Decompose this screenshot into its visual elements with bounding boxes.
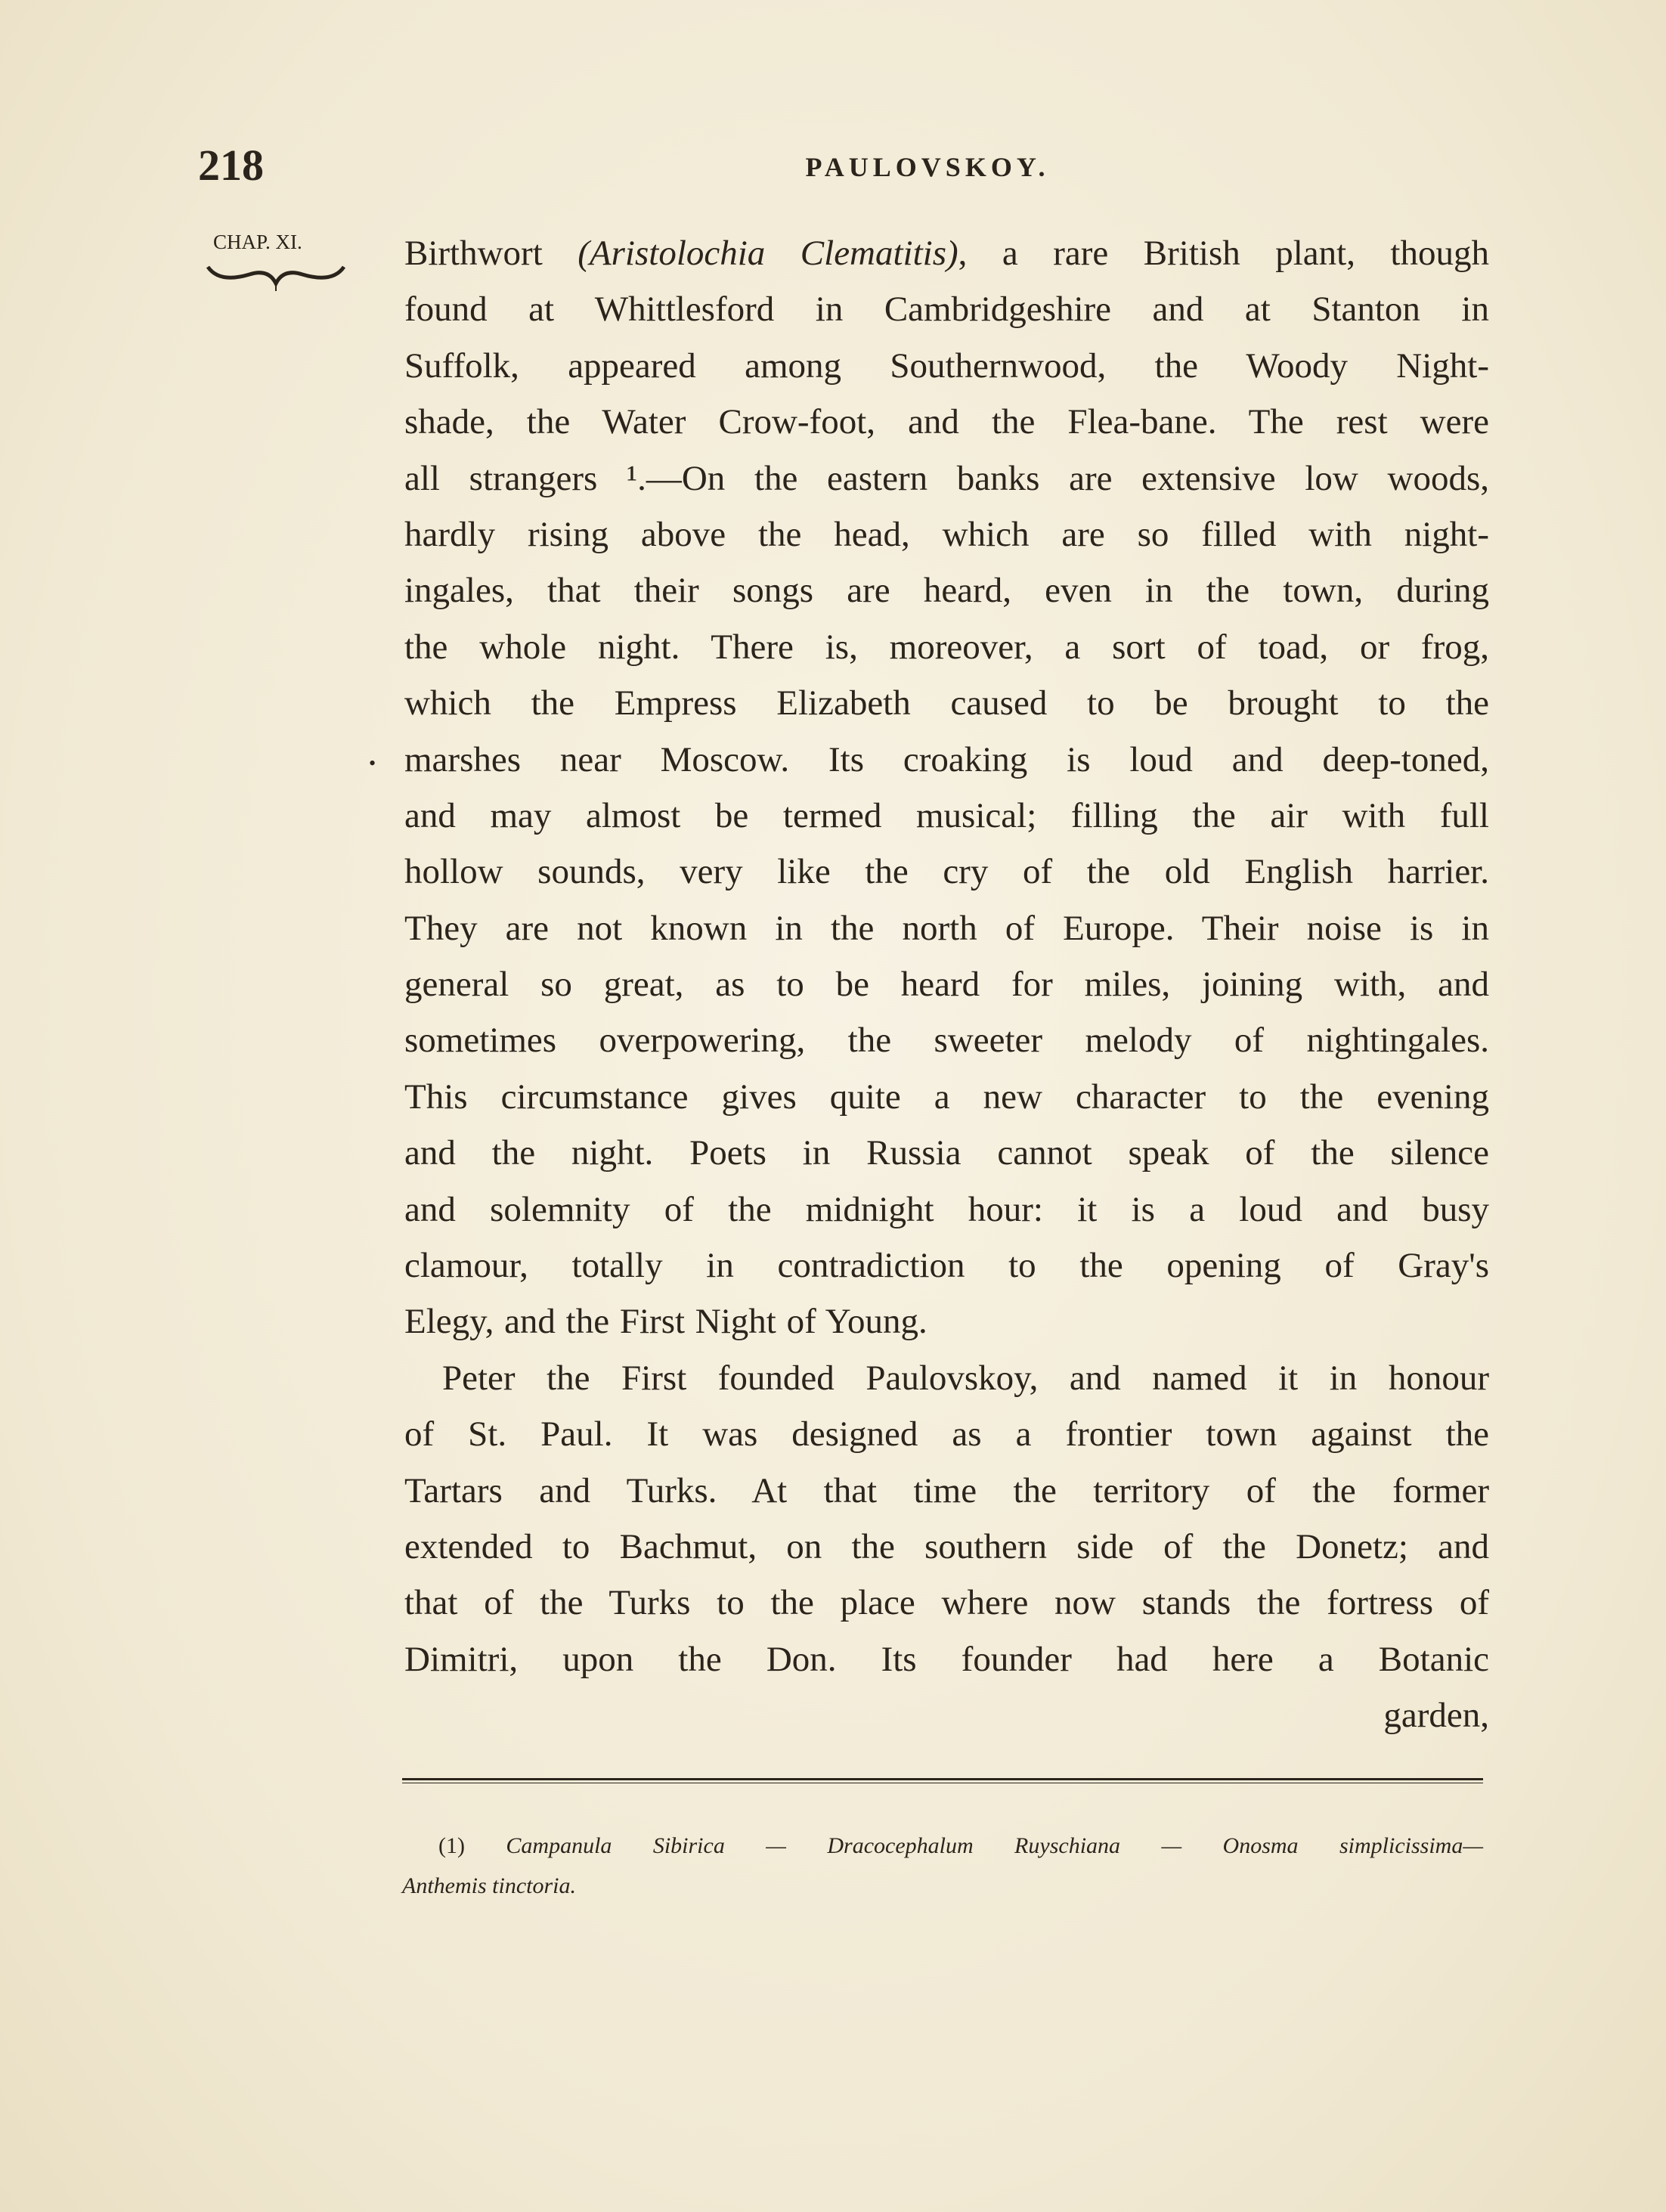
text-segment: , a rare British plant, though (958, 234, 1489, 273)
text-line: which the Empress Elizabeth caused to be brought to the (404, 683, 1489, 723)
text-line: clamour, totally in contradiction to the opening of Gray's (404, 1246, 1489, 1286)
text-line: shade, the Water Crow-foot, and the Flea-bane. The rest were (404, 402, 1489, 442)
text-line: garden, (1383, 1696, 1489, 1736)
text-segment: Birthwort (404, 234, 578, 273)
text-line: hollow sounds, very like the cry of the old English harrier. (404, 852, 1489, 892)
page-number: 218 (198, 141, 264, 190)
text-line: of St. Paul. It was designed as a frontier town against the (404, 1414, 1489, 1455)
text-line: and the night. Poets in Russia cannot speak of the silence (404, 1133, 1489, 1173)
brace-ornament-icon (204, 261, 348, 291)
text-line: extended to Bachmut, on the southern side of the Donetz; and (404, 1526, 1489, 1566)
footnote-number: (1) (438, 1833, 465, 1858)
text-line: that of the Turks to the place where now stands the fortress of (404, 1583, 1489, 1623)
footnote-line (402, 1833, 1483, 1859)
chapter-marker: CHAP. XI. (213, 231, 302, 253)
text-line: Dimitri, upon the Don. Its founder had here a Botanic (404, 1639, 1489, 1679)
text-line: Elegy, and the First Night of Young. (404, 1302, 927, 1342)
text-line: Suffolk, appeared among Southernwood, the Woody Night- (404, 345, 1489, 386)
text-line: found at Whittlesford in Cambridgeshire and at Stanton in (404, 290, 1489, 330)
italic-latin-name: (Aristolochia Clematitis) (578, 234, 958, 273)
text-line (404, 225, 1489, 281)
text-line: Tartars and Turks. At that time the territory of the former (404, 1470, 1489, 1510)
text-line: marshes near Moscow. Its croaking is loud and deep-toned, (404, 739, 1489, 779)
footnote-line: Anthemis tinctoria. (402, 1873, 576, 1898)
running-title: PAULOVSKOY. (805, 152, 1050, 182)
text-line: Peter the First founded Paulovskoy, and named it in honour (442, 1358, 1489, 1398)
text-line: sometimes overpowering, the sweeter melody of nightingales. (404, 1021, 1489, 1061)
text-line: They are not known in the north of Europe. Their noise is in (404, 908, 1489, 948)
text-line: ingales, that their songs are heard, even in the town, during (404, 571, 1489, 611)
text-line: This circumstance gives quite a new character to the evening (404, 1077, 1489, 1117)
margin-mark: • (369, 752, 376, 774)
text-line: hardly rising above the head, which are so filled with night- (404, 514, 1489, 554)
footnote-text: Campanula Sibirica — Dracocephalum Ruyschiana — Onosma simplicissima— (506, 1833, 1483, 1858)
text-line: the whole night. There is, moreover, a sort of toad, or frog, (404, 627, 1489, 667)
text-line: and may almost be termed musical; filling the air with full (404, 795, 1489, 835)
text-line: general so great, as to be heard for miles, joining with, and (404, 965, 1489, 1005)
text-line: and solemnity of the midnight hour: it is a loud and busy (404, 1189, 1489, 1229)
footnote-rule (402, 1778, 1483, 1783)
body-text (404, 225, 1489, 1744)
text-line: all strangers ¹.—On the eastern banks are extensive low woods, (404, 458, 1489, 498)
